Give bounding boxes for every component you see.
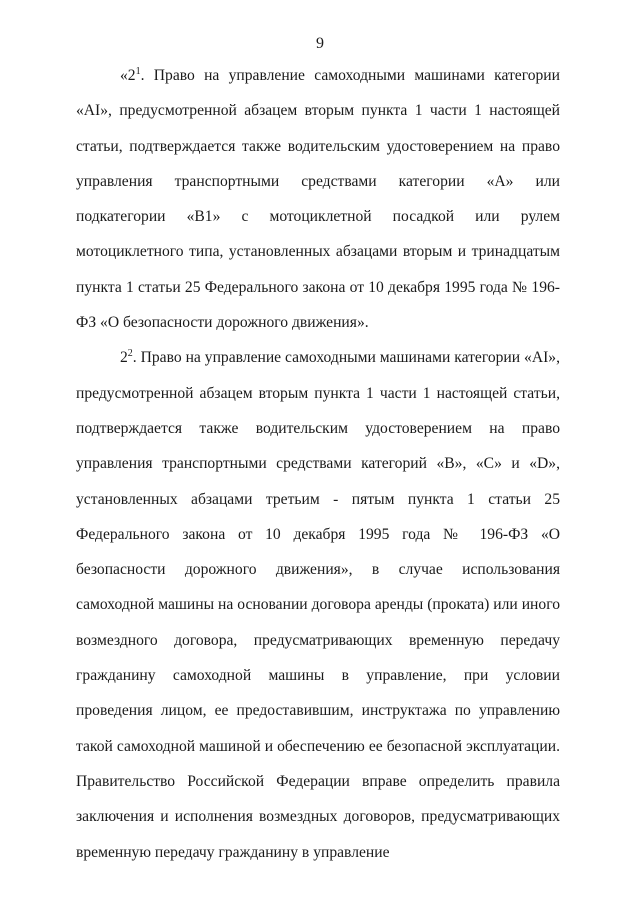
paragraph-2-2 — [76, 340, 560, 869]
document-body — [76, 58, 560, 870]
paragraph-2-2-lead: 2 — [120, 349, 128, 367]
paragraph-2-1 — [76, 58, 560, 340]
paragraph-2-1-superscript: 1 — [135, 65, 141, 77]
paragraph-2-2-text: . Право на управление самоходными машинами категории «AI», предусмотренной абзацем вторым пункта 1 части 1 настоящей статьи, подтверждается также водительским удостоверением на право управления транспортными средствами категорий «В», «С» и «D», установленных абзацами третьим - пятым пункта 1 статьи 25 Федерального закона от 10 декабря 1995 года № 196-ФЗ «О безопасности дорожного движения», в случае использования самоходной машины на основании договора аренды (проката) или иного возмездного договора, предусматривающих временную передачу гражданину самоходной машины в управление, при условии проведения лицом, ее предоставившим, инструктажа по управлению такой самоходной машиной и обеспечению ее безопасной эксплуатации. Правительство Российской Федерации вправе определить правила заключения и исполнения возмездных договоров, предусматривающих временную передачу гражданину в управление — [76, 349, 560, 861]
paragraph-2-1-text: . Право на управление самоходными машинами категории «AI», предусмотренной абзацем вторым пункта 1 части 1 настоящей статьи, подтверждается также водительским удостоверением на право управления транспортными средствами категории «А» или подкатегории «В1» с мотоциклетной посадкой или рулем мотоциклетного типа, установленных абзацами вторым и тринадцатым пункта 1 статьи 25 Федерального закона от 10 декабря 1995 года № 196-ФЗ «О безопасности дорожного движения». — [76, 67, 560, 332]
paragraph-2-2-superscript: 2 — [127, 348, 133, 360]
page-number: 9 — [316, 35, 324, 52]
paragraph-2-1-lead: «2 — [120, 67, 136, 84]
